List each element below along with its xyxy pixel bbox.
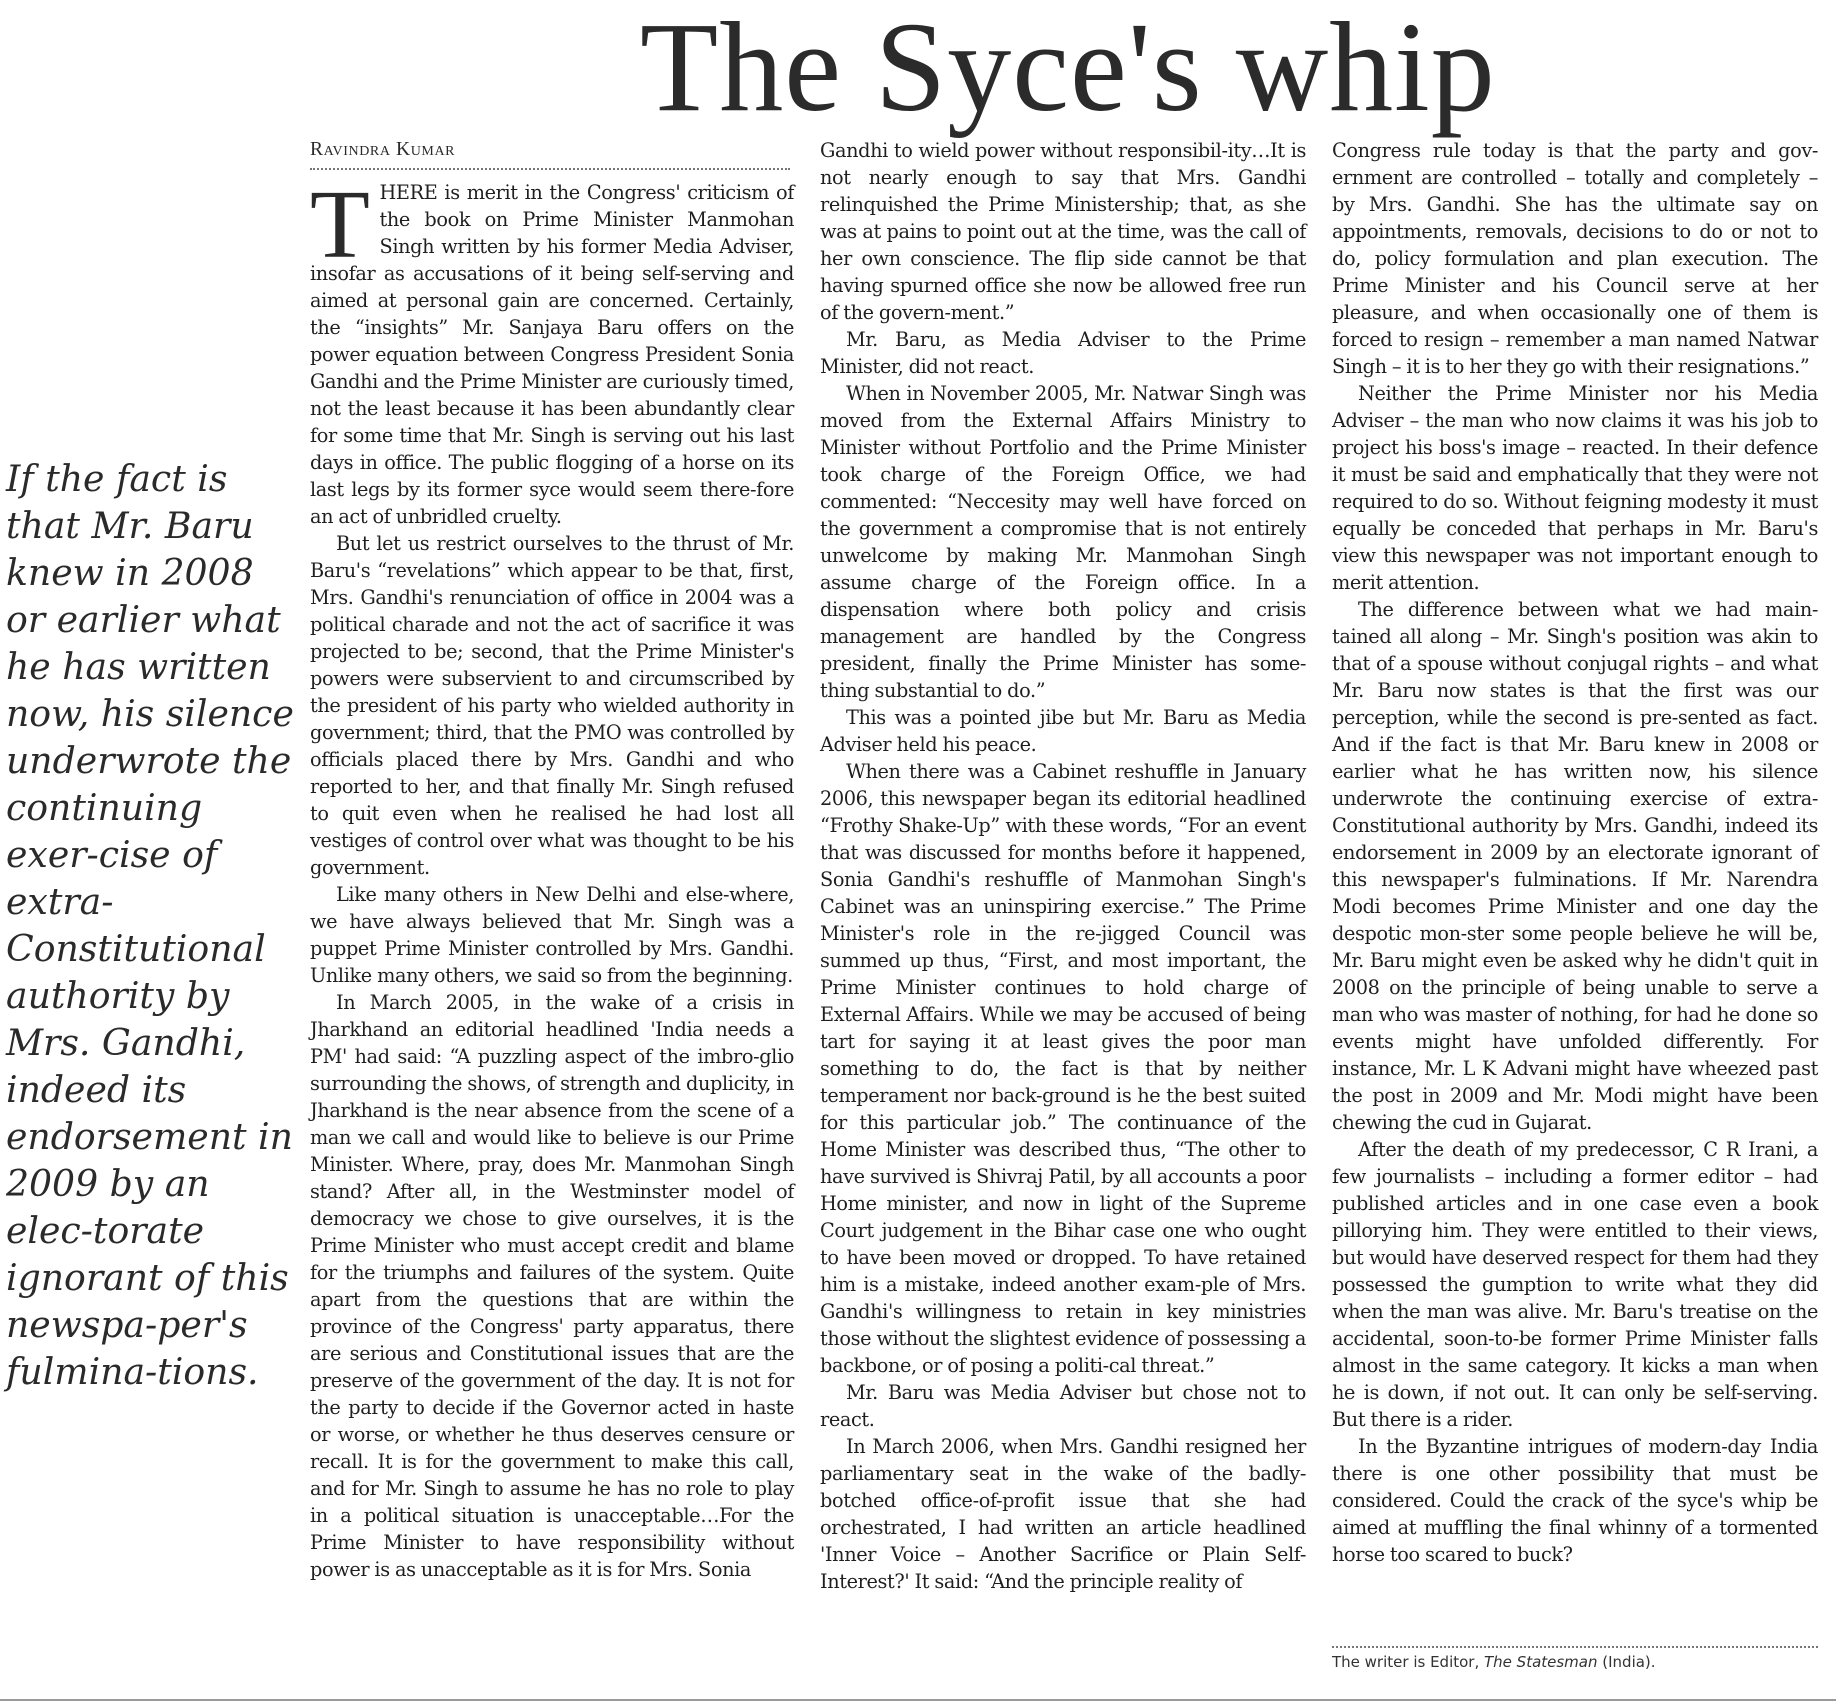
author-note-publication: The Statesman — [1484, 1653, 1598, 1671]
article-paragraph: The difference between what we had main-tained all along – Mr. Singh's position was akin to that of a spouse without conjugal rights – and what Mr. Baru now states is that the first was our perception, while the second is pre-sented as fact. And if the fact is that Mr. Baru knew in 2008 or earlier what he has written now, his silence underwrote the continuing exercise of extra-Constitutional authority by Mrs. Gandhi, indeed its endorsement in 2009 by an electorate ignorant of this newspaper's fulminations. If Mr. Narendra Modi becomes Prime Minister and one day the despotic mon-ster some people believe he will be, Mr. Baru might even be asked why he didn't quit in 2008 on the principle of being unable to serve a man who was master of nothing, for had he done so events might have unfolded differently. For instance, Mr. L K Advani might have wheezed past the post in 2009 and Mr. Modi might have been chewing the cud in Gujarat. — [1332, 598, 1818, 1134]
article-paragraph: Mr. Baru, as Media Adviser to the Prime Minister, did not react. — [820, 328, 1306, 378]
pull-quote-text: If the fact is that Mr. Baru knew in 2008 or earlier what he has written now, his silence underwrote the continuing exer-cise of extra-Constitutional authority by Mrs. Gandhi, indeed its endorsement in 2009 by an elec-torate ignorant of this newspa-per's fulmina-tions. — [6, 457, 294, 1393]
page-bottom-rule — [0, 1699, 1836, 1701]
paragraph-text: HERE is merit in the Congress' criticism of the book on Prime Minister Manmohan Singh written by his former Media Adviser, insofar as accusations of it being self-serving and aimed at personal gain are concerned. Certainly, the “insights” Mr. Sanjaya Baru offers on the power equation between Congress President Sonia Gandhi and the Prime Minister are curiously timed, not the least because it has been abundantly clear for some time that Mr. Singh is serving out his last days in office. The public flogging of a horse on its last legs by its former syce would seem there-fore an act of unbridled cruelty. — [310, 181, 794, 528]
article-paragraph: Mr. Baru was Media Adviser but chose not to react. — [820, 1381, 1306, 1431]
byline-author: Ravindra Kumar — [310, 139, 456, 160]
author-note-suffix: (India). — [1597, 1653, 1656, 1671]
author-note — [1332, 1652, 1818, 1672]
article-paragraph: Gandhi to wield power without responsibil-ity…It is not nearly enough to say that Mrs. Gandhi relinquished the Prime Ministership; that, as she was at pains to point out at the time, was the call of her own conscience. The flip side cannot be that having spurned office she now be allowed free run of the govern-ment.” — [820, 139, 1306, 324]
drop-cap: T — [310, 171, 370, 279]
headline: The Syce's whip — [640, 0, 1496, 138]
article-paragraph: But let us restrict ourselves to the thrust of Mr. Baru's “revelations” which appear to be that, first, Mrs. Gandhi's renunciation of office in 2004 was a political charade and not the act of sacrifice it was projected to be; second, that the Prime Minister's powers were subservient to and circumscribed by the president of his party who wielded authority in government; third, that the PMO was controlled by officials placed there by Mrs. Gandhi and who reported to her, and that finally Mr. Singh refused to quit even when he realised he had lost all vestiges of control over what was thought to be his government. — [310, 532, 794, 879]
article-paragraph: When there was a Cabinet reshuffle in January 2006, this newspaper began its editorial headlined “Frothy Shake-Up” with these words, “For an event that was discussed for months before it happened, Sonia Gandhi's reshuffle of Manmohan Singh's Cabinet was an uninspiring exercise.” The Prime Minister's role in the re-jigged Council was summed up thus, “First, and most important, the Prime Minister continues to hold charge of External Affairs. While we may be accused of being tart for saying it at least gives the poor man something to do, the fact is that by neither temperament nor back-ground is he the best suited for this particular job.” The continuance of the Home Minister was described thus, “The other to have survived is Shivraj Patil, by all accounts a poor Home minister, and now in light of the Supreme Court judgement in the Bihar case one who ought to have been moved or dropped. To have retained him is a mistake, indeed another exam-ple of Mrs. Gandhi's willingness to retain in key ministries those without the slightest evidence of possessing a backbone, or of posing a politi-cal threat.” — [820, 760, 1306, 1377]
author-note-divider — [1332, 1646, 1818, 1648]
article-paragraph: Congress rule today is that the party and gov-ernment are controlled – totally and completely – by Mrs. Gandhi. She has the ultimate say on appointments, removals, decisions to do or not to do, policy formulation and plan execution. The Prime Minister and his Council serve at her pleasure, and when occasionally one of them is forced to resign – remember a man named Natwar Singh – it is to her they go with their resignations.” — [1332, 139, 1818, 378]
article-column-1 — [310, 171, 794, 1583]
article-paragraph: Like many others in New Delhi and else-where, we have always believed that Mr. Singh was a puppet Prime Minister controlled by Mrs. Gandhi. Unlike many others, we said so from the beginning. — [310, 883, 794, 987]
article-paragraph: When in November 2005, Mr. Natwar Singh was moved from the External Affairs Ministry to Minister without Portfolio and the Prime Minister took charge of the Foreign Office, we had commented: “Neccesity may well have forced on the government a compromise that is not entirely unwelcome by making Mr. Manmohan Singh assume charge of the Foreign office. In a dispensation where both policy and crisis management are handled by the Congress president, finally the Prime Minister has some-thing substantial to do.” — [820, 382, 1306, 702]
article-paragraph: In March 2006, when Mrs. Gandhi resigned her parliamentary seat in the wake of the badly-botched office-of-profit issue that she had orchestrated, I had written an article headlined 'Inner Voice – Another Sacrifice or Plain Self-Interest?' It said: “And the principle reality of — [820, 1435, 1306, 1593]
byline — [310, 139, 790, 161]
pull-quote — [6, 455, 296, 1395]
article-paragraph: This was a pointed jibe but Mr. Baru as Media Adviser held his peace. — [820, 706, 1306, 756]
article-paragraph: Neither the Prime Minister nor his Media Adviser – the man who now claims it was his job to project his boss's image – reacted. In their defence it must be said and emphatically that they were not required to do so. Without feigning modesty it must equally be conceded that perhaps in Mr. Baru's view this newspaper was not important enough to merit attention. — [1332, 382, 1818, 594]
article-paragraph — [310, 171, 794, 530]
article-paragraph: In March 2005, in the wake of a crisis in Jharkhand an editorial headlined 'India needs a PM' had said: “A puzzling aspect of the imbro-glio surrounding the shows, of strength and duplicity, in Jharkhand is the near absence from the scene of a man we call and would like to believe is our Prime Minister. Where, pray, does Mr. Manmohan Singh stand? After all, in the Westminster model of democracy we chose to give ourselves, it is the Prime Minister who must accept credit and blame for the triumphs and failures of the system. Quite apart from the questions that are within the province of the Congress' party apparatus, there are serious and Constitutional issues that are the preserve of the government of the day. It is not for the party to decide if the Governor acted in haste or worse, or whether he thus deserves censure or recall. It is for the government to make this call, and for Mr. Singh to assume he has no role to play in a political situation is unacceptable…For the Prime Minister to have responsibility without power is as unacceptable as it is for Mrs. Sonia — [310, 991, 794, 1581]
article-column-3 — [1332, 137, 1818, 1568]
article-paragraph: After the death of my predecessor, C R Irani, a few journalists – including a former editor – had published articles and in one case even a book pillorying him. They were entitled to their views, but would have deserved respect for them had they possessed the gumption to write what they did when the man was alive. Mr. Baru's treatise on the accidental, soon-to-be former Prime Minister falls almost in the same category. It kicks a man when he is down, if not out. It can only be self-serving. But there is a rider. — [1332, 1138, 1818, 1431]
article-paragraph: In the Byzantine intrigues of modern-day India there is one other possibility that must be considered. Could the crack of the syce's whip be aimed at muffling the final whinny of a tormented horse too scared to buck? — [1332, 1435, 1818, 1566]
article-column-2 — [820, 137, 1306, 1595]
byline-divider — [310, 168, 790, 170]
author-note-prefix: The writer is Editor, — [1332, 1653, 1484, 1671]
